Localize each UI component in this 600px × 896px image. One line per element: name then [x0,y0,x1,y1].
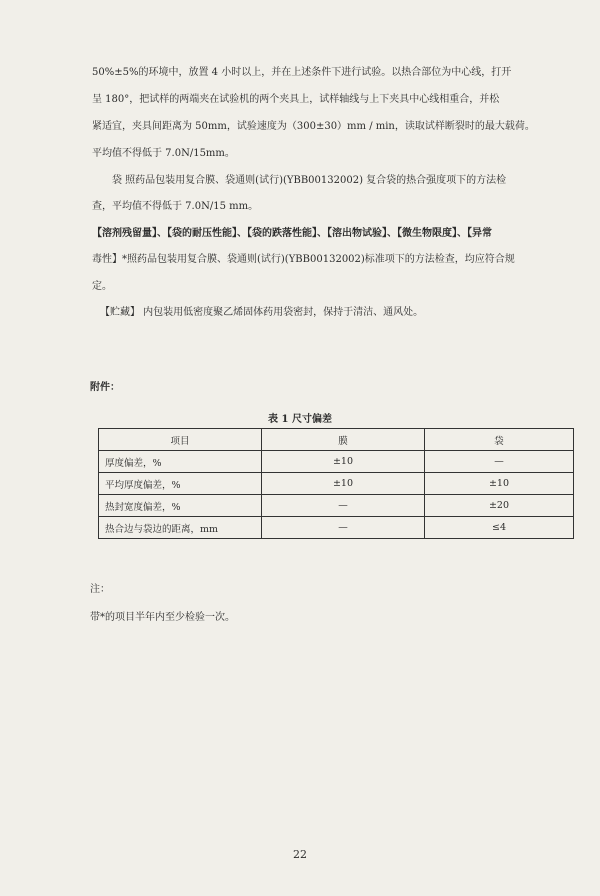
column-header: 项目 [99,429,262,451]
table-row [99,451,574,473]
table-cell: — [262,495,425,517]
notes-label: 注： [90,584,110,595]
body-line: 毒性】*照药品包装用复合膜、袋通则(试行)(YBB00132002)标准项下的方法检查，均应符合规 [92,254,515,265]
table-cell: ±20 [425,495,574,517]
body-line: 50%±5%的环境中，放置 4 小时以上，并在上述条件下进行试验。以热合部位为中心线，打开 [92,67,512,78]
body-line: 查，平均值不得低于 7.0N/15 mm。 [92,201,259,212]
body-line: 【溶剂残留量】、【袋的耐压性能】、【袋的跌落性能】、【溶出物试验】、【微生物限度】、【异常 [92,228,492,239]
table-cell: 平均厚度偏差，% [99,473,262,495]
storage-line: 【贮藏】 内包装用低密度聚乙烯固体药用袋密封，保持于清洁、通风处。 [100,307,424,318]
table-cell: — [262,517,425,539]
body-line: 呈 180°，把试样的两端夹在试验机的两个夹具上，试样轴线与上下夹具中心线相重合，并松 [92,94,500,105]
body-line: 紧适宜，夹具间距离为 50mm，试验速度为（300±30）mm / min，读取试样断裂时的最大载荷。 [92,121,535,132]
table-cell: ±10 [262,473,425,495]
table-cell: — [425,451,574,473]
table-cell: ≤4 [425,517,574,539]
notes-text: 带*的项目半年内至少检验一次。 [90,612,235,623]
column-header: 袋 [425,429,574,451]
table-row [99,517,574,539]
body-line: 平均值不得低于 7.0N/15mm。 [92,148,235,159]
appendix-label: 附件： [90,382,120,393]
table-cell: 热合边与袋边的距离，mm [99,517,262,539]
table-row [99,495,574,517]
table-cell: ±10 [425,473,574,495]
table-caption: 表 1 尺寸偏差 [268,414,332,425]
table-cell: ±10 [262,451,425,473]
table-header-row [99,429,574,451]
body-line: 袋 照药品包装用复合膜、袋通则(试行)(YBB00132002) 复合袋的热合强度项下的方法检 [112,175,507,186]
column-header: 膜 [262,429,425,451]
table-row [99,473,574,495]
table-cell: 热封宽度偏差，% [99,495,262,517]
size-deviation-table [98,428,574,539]
table-cell: 厚度偏差，% [99,451,262,473]
page-number: 22 [293,848,307,861]
body-line: 定。 [92,281,112,292]
